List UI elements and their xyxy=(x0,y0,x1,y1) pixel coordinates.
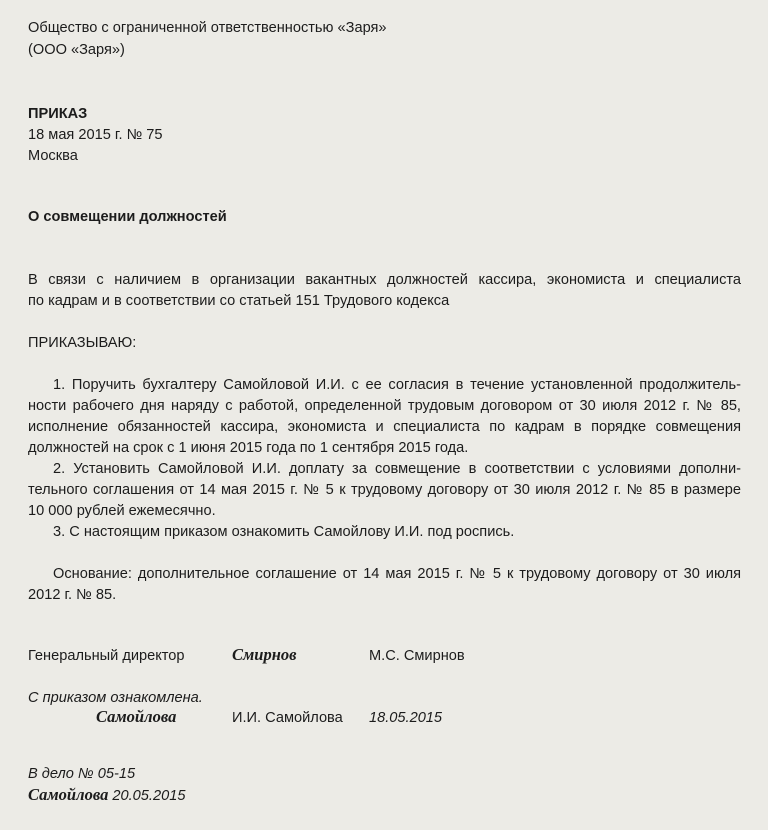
item-2-line: 2. Установить Самойловой И.И. доплату за совмещение в соответствии с условиями дополни- xyxy=(53,461,741,477)
file-note: В дело № 05-15 xyxy=(28,766,136,782)
file-date: 20.05.2015 xyxy=(112,788,186,804)
item-3-line: 3. С настоящим приказом ознакомить Самойлову И.И. под роспись. xyxy=(53,524,515,540)
director-title: Генеральный директор xyxy=(28,648,185,664)
order-city: Москва xyxy=(28,148,78,164)
preamble-line: по кадрам и в соответствии со статьей 151 Трудового кодекса xyxy=(28,293,450,309)
item-2-line: 10 000 рублей ежемесячно. xyxy=(28,503,216,519)
item-1-line: исполнение обязанностей кассира, экономиста и специалиста по кадрам в порядке совмещения xyxy=(28,419,741,435)
order-subject: О совмещении должностей xyxy=(28,209,227,225)
org-short-name: (ООО «Заря») xyxy=(28,42,125,58)
item-1-line: должностей на срок с 1 июня 2015 года по 1 сентября 2015 года. xyxy=(28,440,469,456)
order-word: ПРИКАЗЫВАЮ: xyxy=(28,335,137,351)
file-signature: Самойлова xyxy=(28,785,109,804)
acknowledgement-date: 18.05.2015 xyxy=(369,710,443,726)
item-1-line: ности рабочего дня наряду с работой, определенной трудовым договором от 30 июля 2012 г. № 85, xyxy=(28,398,741,414)
order-date-number: 18 мая 2015 г. № 75 xyxy=(28,127,163,143)
basis-line: Основание: дополнительное соглашение от 14 мая 2015 г. № 5 к трудовому договору от 30 июля xyxy=(53,566,741,582)
item-1-line: 1. Поручить бухгалтеру Самойловой И.И. с ее согласия в течение установленной продолжитель- xyxy=(53,377,741,393)
director-signature: Смирнов xyxy=(232,645,297,664)
preamble-line: В связи с наличием в организации вакантных должностей кассира, экономиста и специалиста xyxy=(28,272,741,288)
employee-signature: Самойлова xyxy=(96,707,177,726)
file-signature-row xyxy=(28,785,185,806)
basis-line: 2012 г. № 85. xyxy=(28,587,117,603)
employee-name: И.И. Самойлова xyxy=(232,710,343,726)
acknowledgement-label: С приказом ознакомлена. xyxy=(28,690,203,706)
order-heading: ПРИКАЗ xyxy=(28,106,88,122)
director-name: М.С. Смирнов xyxy=(369,648,465,664)
org-full-name: Общество с ограниченной ответственностью «Заря» xyxy=(28,20,387,36)
item-2-line: тельного соглашения от 14 мая 2015 г. № 5 к трудовому договору от 30 июля 2012 г. № 85 в размере xyxy=(28,482,741,498)
